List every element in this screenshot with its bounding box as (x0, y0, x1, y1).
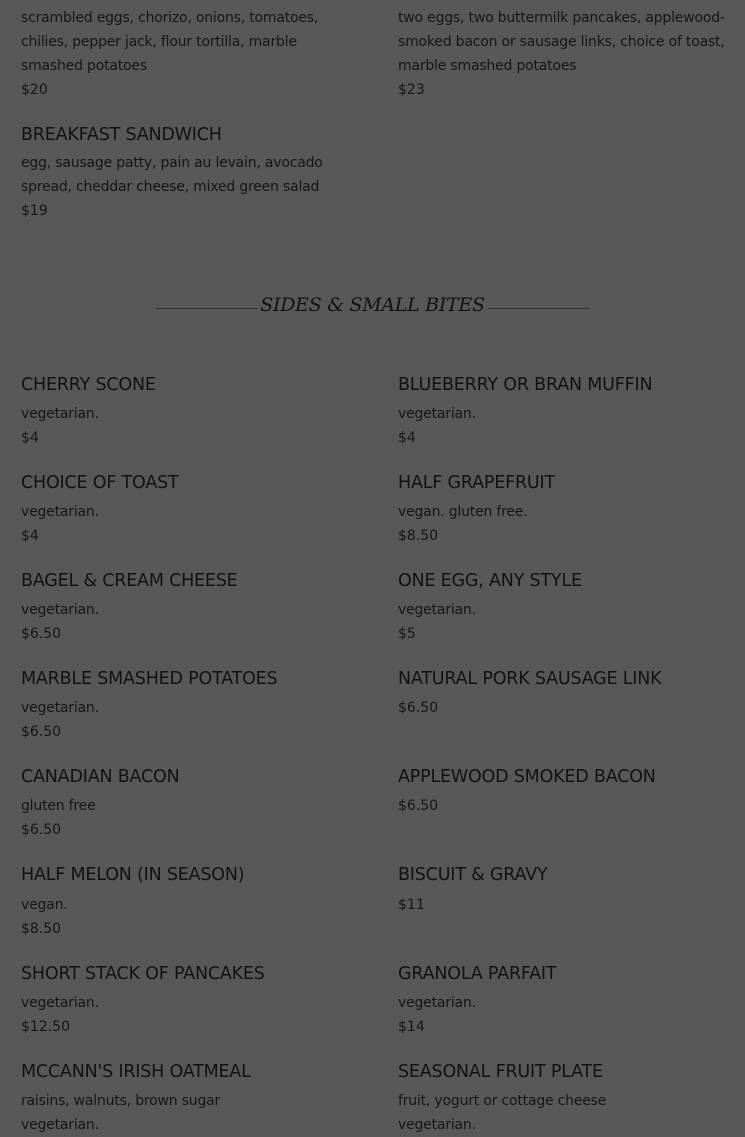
item-description: egg, sausage patty, pain au levain, avocado spread, cheddar cheese, mixed green salad (21, 155, 323, 195)
menu-item-bagel-cream-cheese (21, 570, 361, 646)
item-description: vegetarian. (398, 406, 476, 422)
item-price: $6.50 (398, 798, 439, 814)
item-name: MARBLE SMASHED POTATOES (21, 669, 278, 689)
item-description: vegan. gluten free. (398, 504, 528, 520)
item-description: gluten free (21, 798, 96, 814)
item-price: $6.50 (21, 626, 62, 642)
menu-item-granola-parfait (398, 963, 738, 1039)
menu-item-applewood-smoked-bacon (398, 766, 738, 818)
menu-item-biscuit-gravy (398, 864, 738, 917)
item-name: SEASONAL FRUIT PLATE (398, 1062, 603, 1082)
item-name: NATURAL PORK SAUSAGE LINK (398, 669, 662, 689)
item-price: $5 (398, 626, 416, 642)
item-description: scrambled eggs, chorizo, onions, tomatoes, chilies, pepper jack, flour tortilla, marble smashed potatoes (21, 10, 319, 74)
item-name: APPLEWOOD SMOKED BACON (398, 767, 656, 787)
menu-item-half-grapefruit (398, 472, 738, 548)
menu-item-pork-sausage-link (398, 668, 738, 720)
item-name: MCCANN'S IRISH OATMEAL (21, 1062, 251, 1082)
menu-item-canadian-bacon (21, 766, 361, 842)
menu-item-breakfast-combo (398, 6, 728, 102)
section-heading: SIDES & SMALL BITES (260, 294, 485, 316)
item-name: BREAKFAST SANDWICH (21, 125, 222, 145)
item-name: BAGEL & CREAM CHEESE (21, 571, 238, 591)
item-price: $23 (398, 82, 425, 98)
item-price: $4 (21, 528, 39, 544)
menu-item-short-stack-pancakes (21, 963, 361, 1039)
menu-item-one-egg (398, 570, 738, 646)
item-diet-note: vegetarian. (21, 1117, 99, 1133)
menu-item-marble-smashed-potatoes (21, 668, 361, 744)
item-price: $6.50 (21, 822, 62, 838)
item-price: $14 (398, 1019, 425, 1035)
item-name: HALF GRAPEFRUIT (398, 473, 555, 493)
item-price: $8.50 (21, 921, 62, 937)
item-name: CANADIAN BACON (21, 767, 180, 787)
heading-divider-right (488, 308, 589, 309)
item-name: BISCUIT & GRAVY (398, 865, 548, 885)
item-name: CHERRY SCONE (21, 375, 156, 395)
section-heading-block (0, 288, 745, 328)
item-price: $20 (21, 82, 48, 98)
item-diet-note: vegetarian. (398, 1117, 476, 1133)
item-price: $19 (21, 203, 48, 219)
menu-item-breakfast-burrito (21, 6, 361, 102)
menu-item-choice-of-toast (21, 472, 361, 548)
menu-item-seasonal-fruit-plate (398, 1061, 738, 1137)
item-price: $4 (21, 430, 39, 446)
item-name: ONE EGG, ANY STYLE (398, 571, 582, 591)
menu-item-breakfast-sandwich (21, 124, 341, 223)
item-description: vegan. (21, 897, 68, 913)
menu-item-muffin (398, 374, 738, 450)
item-price: $6.50 (21, 724, 62, 740)
item-name: SHORT STACK OF PANCAKES (21, 964, 265, 984)
item-description: two eggs, two buttermilk pancakes, applewood-smoked bacon or sausage links, choice of toast, marble smashed potatoes (398, 10, 725, 74)
menu-item-half-melon (21, 864, 361, 941)
item-name: HALF MELON (IN SEASON) (21, 865, 245, 885)
item-price: $4 (398, 430, 416, 446)
item-price: $11 (398, 897, 425, 913)
item-description: vegetarian. (398, 995, 476, 1011)
item-description: vegetarian. (398, 602, 476, 618)
item-description: vegetarian. (21, 700, 99, 716)
item-description: vegetarian. (21, 406, 99, 422)
item-description: raisins, walnuts, brown sugar (21, 1093, 221, 1109)
item-description: vegetarian. (21, 602, 99, 618)
item-price: $12.50 (21, 1019, 70, 1035)
item-name: GRANOLA PARFAIT (398, 964, 557, 984)
item-price: $8.50 (398, 528, 439, 544)
item-price: $6.50 (398, 700, 439, 716)
item-description: fruit, yogurt or cottage cheese (398, 1093, 607, 1109)
item-description: vegetarian. (21, 504, 99, 520)
menu-item-cherry-scone (21, 374, 361, 450)
item-name: CHOICE OF TOAST (21, 473, 179, 493)
item-name: BLUEBERRY OR BRAN MUFFIN (398, 375, 653, 395)
menu-item-irish-oatmeal (21, 1061, 361, 1137)
item-description: vegetarian. (21, 995, 99, 1011)
